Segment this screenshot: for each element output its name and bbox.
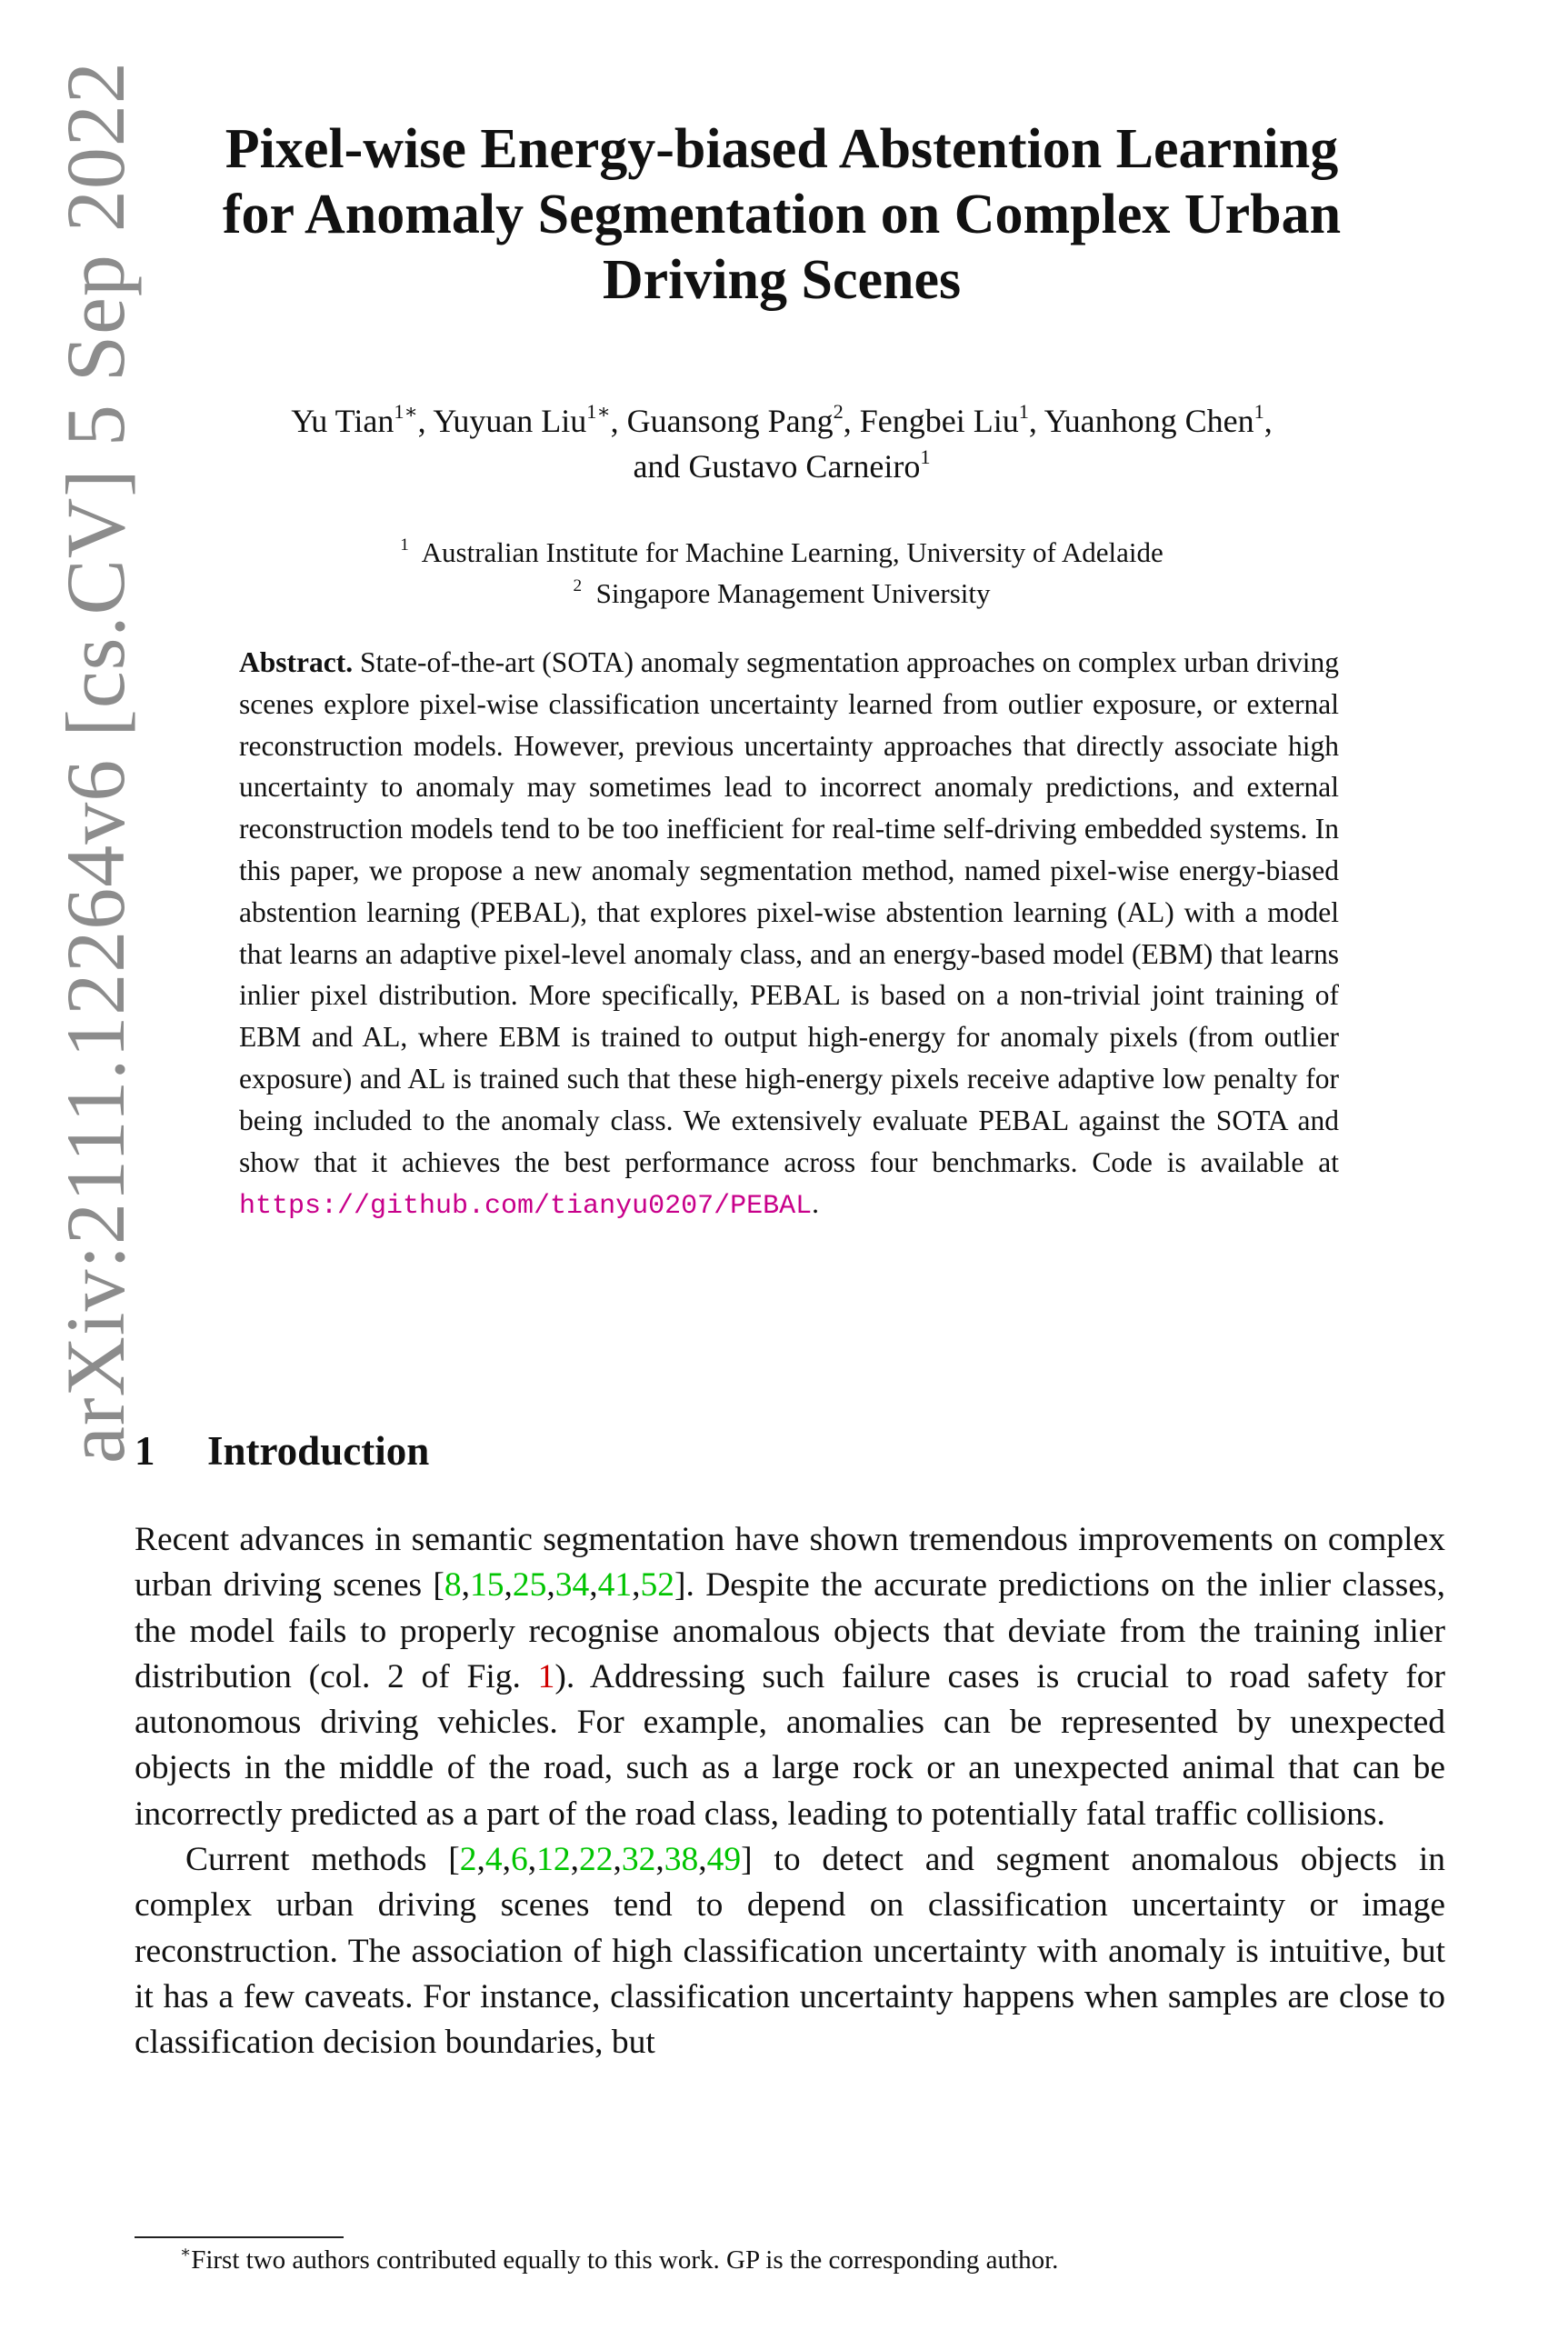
author-affiliation-mark: 1∗ [394, 399, 418, 423]
author-name: Fengbei Liu [859, 403, 1019, 439]
introduction-body [135, 1517, 1445, 2066]
paragraph: Recent advances in semantic segmentation have shown tremendous improvements on complex urban driving scenes [8,15,25,34,41,52]. Despite the accurate predictions on the inlier classes, the model fails to properly recognise anomalous objects that deviate from the training inlier distribution (col. 2 of Fig. 1). Addressing such failure cases is crucial to road safety for autonomous driving vehicles. For example, anomalies can be represented by unexpected objects in the middle of the road, such as a large rock or an unexpected animal that can be incorrectly predicted as a part of the road class, leading to potentially fatal traffic collisions. [135, 1521, 1445, 1833]
author-affiliation-mark: 1 [1253, 399, 1264, 423]
citation-link[interactable]: 52 [640, 1566, 675, 1605]
abstract [239, 642, 1339, 1228]
paragraph-text: ]. Despite the accurate predictions on the inlier classes, the model fails to properly recognise anomalous objects that deviate from the training inlier distribution (col. 2 of Fig. [135, 1566, 1445, 1695]
author-affiliation-mark: 1 [920, 445, 931, 468]
code-link[interactable]: https://github.com/tianyu0207/PEBAL [239, 1191, 813, 1223]
author-line: Yu Tian$^{1∗}$, Yuyuan Liu$^{1∗}$, Guansong Pang$^2$, Fengbei Liu$^1$, Yuanhong Chen$^1$, [291, 399, 1273, 439]
author-affiliation-mark: 1∗ [586, 399, 611, 423]
affiliation-number: 2 [573, 575, 583, 595]
affiliation-name: Singapore Management University [595, 577, 991, 609]
citation-link[interactable]: 38 [664, 1841, 699, 1879]
footnote-divider [135, 2236, 344, 2238]
author-name: Yu Tian [291, 403, 394, 439]
citation-link[interactable]: 25 [512, 1566, 547, 1605]
citation-link[interactable]: 34 [554, 1566, 590, 1605]
paragraph-text: Recent advances in semantic segmentation have shown tremendous improvements on complex urban driving scenes [ [135, 1521, 1445, 1605]
citation-link[interactable]: 8 [444, 1566, 462, 1605]
author-name: Guansong Pang [626, 403, 834, 439]
abstract-end: . [812, 1187, 819, 1220]
arxiv-identifier: arXiv:2111.12264v6 [cs.CV] 5 Sep 2022 [49, 61, 142, 1464]
citation-link[interactable]: 4 [484, 1841, 503, 1879]
citation-link[interactable]: 22 [579, 1841, 614, 1879]
paragraph: Current methods [2,4,6,12,22,32,38,49] to detect and segment anomalous objects in complex urban driving scenes tend to depend on classification uncertainty or image reconstruction. The association of high classification uncertainty with anomaly is intuitive, but it has a few caveats. For instance, classification uncertainty happens when samples are close to classification decision boundaries, but [135, 1841, 1445, 2062]
author-conjunction: and [633, 448, 681, 485]
section-heading [135, 1425, 429, 1476]
affiliations [136, 532, 1427, 614]
author-affiliation-mark: 2 [833, 399, 844, 423]
author-name: Yuyuan Liu [433, 403, 587, 439]
section-number: 1 [135, 1428, 155, 1474]
author-list [136, 398, 1427, 489]
author-line [136, 444, 1427, 489]
paragraph-text: ] to detect and segment anomalous objects in complex urban driving scenes tend to depend on classification uncertainty or image reconstruction. The association of high classification uncertainty with anomaly is intuitive, but it has a few caveats. For instance, classification uncertainty happens when samples are close to classification decision boundaries, but [135, 1841, 1445, 2062]
abstract-text: State-of-the-art (SOTA) anomaly segmentation approaches on complex urban driving scenes explore pixel-wise classification uncertainty learned from outlier exposure, or external reconstruction models. However, previous uncertainty approaches that directly associate high uncertainty to anomaly may sometimes lead to incorrect anomaly predictions, and external reconstruction models tend to be too inefficient for real-time self-driving embedded systems. In this paper, we propose a new anomaly segmentation method, named pixel-wise energy-biased abstention learning (PEBAL), that explores pixel-wise abstention learning (AL) with a model that learns an adaptive pixel-level anomaly class, and an energy-based model (EBM) that learns inlier pixel distribution. More specifically, PEBAL is based on a non-trivial joint training of EBM and AL, where EBM is trained to output high-energy for anomaly pixels (from outlier exposure) and AL is trained such that these high-energy pixels receive adaptive low penalty for being included to the anomaly class. We extensively evaluate PEBAL against the SOTA and show that it achieves the best performance across four benchmarks. Code is available at [239, 646, 1339, 1178]
affiliation [136, 573, 1427, 614]
paragraph-text: ). Addressing such failure cases is crucial to road safety for autonomous driving vehicles. For example, anomalies can be represented by unexpected objects in the middle of the road, such as a large rock or an unexpected animal that can be incorrectly predicted as a part of the road class, leading to potentially fatal traffic collisions. [135, 1657, 1445, 1833]
title-line: Pixel-wise Energy-biased Abstention Learning [225, 118, 1339, 180]
affiliation-number: 1 [400, 535, 409, 555]
title-line: for Anomaly Segmentation on Complex Urban [222, 184, 1342, 245]
paragraph-text: Current methods [ [185, 1841, 460, 1879]
citation-link[interactable]: 12 [536, 1841, 571, 1879]
citation-link[interactable]: 32 [621, 1841, 656, 1879]
abstract-label: Abstract. [239, 646, 354, 678]
citation-link[interactable]: 49 [706, 1841, 742, 1879]
title-line: Driving Scenes [602, 249, 962, 311]
figure-reference-link[interactable]: 1 [537, 1657, 555, 1695]
affiliation-name: Australian Institute for Machine Learning, University of Adelaide [421, 536, 1164, 568]
affiliation [136, 532, 1427, 573]
footnote [135, 2242, 1445, 2278]
citation-link[interactable]: 15 [470, 1566, 504, 1605]
footnote-text: First two authors contributed equally to this work. GP is the corresponding author. [191, 2245, 1059, 2275]
author-affiliation-mark: 1 [1018, 399, 1029, 423]
citation-link[interactable]: 41 [597, 1566, 633, 1605]
author-name: Gustavo Carneiro [688, 448, 921, 485]
footnote-mark: ∗ [180, 2242, 192, 2261]
author-name: Yuanhong Chen [1044, 403, 1254, 439]
citation-link[interactable]: 6 [511, 1841, 528, 1879]
section-title: Introduction [207, 1428, 430, 1474]
citation-link[interactable]: 2 [459, 1841, 477, 1879]
paper-title [136, 116, 1427, 313]
